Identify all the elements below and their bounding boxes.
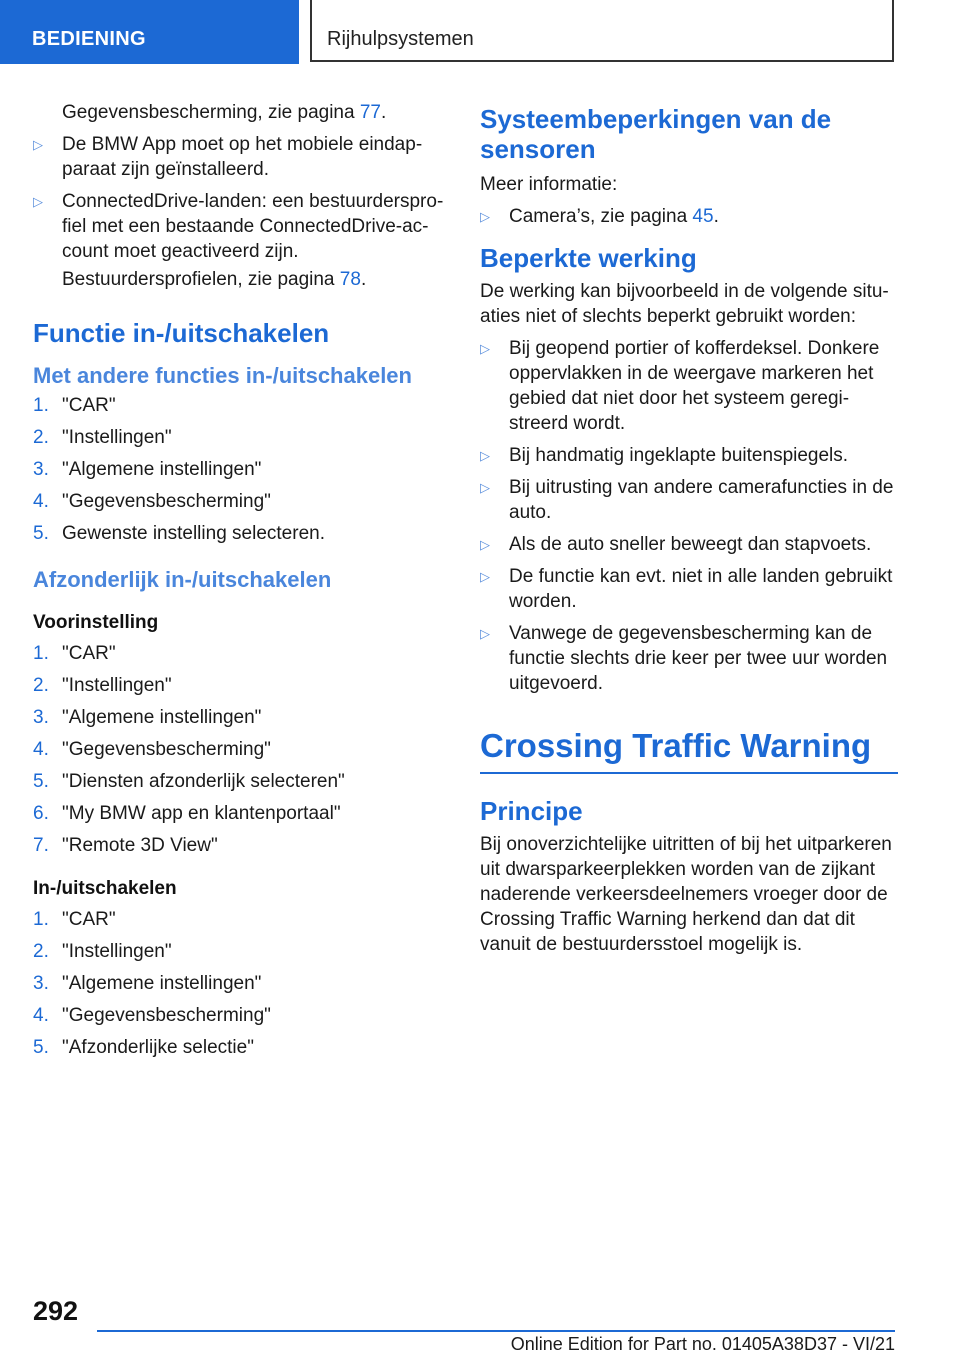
list-item: 5. "Afzonderlijke selectie" xyxy=(33,1037,254,1058)
heading-other-functions: Met andere functies in-/uitschakelen xyxy=(33,363,412,388)
driver-profiles-ref: Bestuurdersprofielen, zie pagina 78. xyxy=(62,269,367,290)
heading-on-off: In-/uitschakelen xyxy=(33,878,177,899)
list-item: 3. "Algemene instellingen" xyxy=(33,707,262,728)
limited-intro: De werking kan bijvoorbeeld in de volgende situaties niet of slechts beperkt gebruikt worden: xyxy=(480,281,889,327)
page-number: 292 xyxy=(33,1296,79,1326)
list-item: 2. "Instellingen" xyxy=(33,675,172,696)
heading-limited-function: Beperkte werking xyxy=(480,243,697,273)
principle-text: Bij onoverzichtelijke uitritten of bij het uitparkeren uit dwarsparkeerplekken worden van de zijkant naderende verkeersdeelnemers vroeger door de Crossing Traffic Warning herkend dan dat dit vanuit de bestuurdersstoel mogelijk is. xyxy=(480,834,892,955)
list-item: 4. "Gegevensbescherming" xyxy=(33,491,271,512)
page-link-45[interactable]: 45 xyxy=(692,206,714,227)
more-info-label: Meer informatie: xyxy=(480,174,618,195)
page-link-78[interactable]: 78 xyxy=(339,269,361,290)
header-chapter-box xyxy=(310,0,894,62)
list-item: 5. Gewenste instelling selecteren. xyxy=(33,523,325,544)
list-item: ▷ ConnectedDrive-landen: een bestuurdersprofiel met een bestaande ConnectedDrive-account moet geactiveerd zijn. xyxy=(33,191,444,262)
numbered-list-other xyxy=(33,393,451,546)
list-item: 5. "Diensten afzonderlijk selecteren" xyxy=(33,771,345,792)
list-item: 1. "CAR" xyxy=(33,395,116,416)
footer-edition: Online Edition for Part no. 01405A38D37 - VI/21 xyxy=(510,1334,895,1354)
heading-toggle-function: Functie in-/uitschakelen xyxy=(33,318,330,348)
heading-crossing-traffic-warning: Crossing Traffic Warning xyxy=(480,726,898,774)
list-item: 7. "Remote 3D View" xyxy=(33,835,218,856)
triangle-bullet-icon: ▷ xyxy=(480,341,490,356)
list-item: ▷ De BMW App moet op het mobiele eindapparaat zijn geïnstalleerd. xyxy=(33,134,423,180)
triangle-bullet-icon: ▷ xyxy=(480,537,490,552)
list-item: 1. "CAR" xyxy=(33,643,116,664)
list-item: 3. "Algemene instellingen" xyxy=(33,973,262,994)
list-item: ▷ Camera’s, zie pagina 45. xyxy=(480,206,719,227)
data-protection-ref: Gegevensbescherming, zie pagina 77. xyxy=(62,102,387,123)
numbered-list-preset xyxy=(33,641,451,858)
heading-preset: Voorinstelling xyxy=(33,612,159,633)
numbered-list-on-off xyxy=(33,907,451,1060)
footer-divider xyxy=(97,1330,895,1332)
list-item: ▷ Bij handmatig ingeklapte buitenspiegels. xyxy=(480,445,849,466)
list-item: ▷ De functie kan evt. niet in alle landen gebruikt worden. xyxy=(480,566,893,612)
list-item: ▷ Als de auto sneller beweegt dan stapvoets. xyxy=(480,534,872,555)
list-item: 4. "Gegevensbescherming" xyxy=(33,739,271,760)
triangle-bullet-icon: ▷ xyxy=(33,194,43,209)
section-title: BEDIENING xyxy=(32,28,146,50)
heading-separate-toggle: Afzonderlijk in-/uitschakelen xyxy=(33,567,332,592)
header-section-tab xyxy=(0,0,299,64)
list-item: 2. "Instellingen" xyxy=(33,941,172,962)
list-item: 1. "CAR" xyxy=(33,909,116,930)
triangle-bullet-icon: ▷ xyxy=(480,480,490,495)
limited-bullet-list xyxy=(480,336,898,696)
heading-principle: Principe xyxy=(480,796,583,826)
list-item: 2. "Instellingen" xyxy=(33,427,172,448)
triangle-bullet-icon: ▷ xyxy=(480,569,490,584)
triangle-bullet-icon: ▷ xyxy=(480,626,490,641)
chapter-title: Rijhulpsystemen xyxy=(327,28,474,50)
heading-sensor-limits: Systeembeperkingen van de sensoren xyxy=(480,104,832,164)
triangle-bullet-icon: ▷ xyxy=(480,448,490,463)
triangle-bullet-icon: ▷ xyxy=(33,137,43,152)
list-item: 4. "Gegevensbescherming" xyxy=(33,1005,271,1026)
list-item: ▷ Bij geopend portier of kofferdeksel. Donkere oppervlakken in de weergave markeren het gebied dat niet door het systeem geregistreerd wordt. xyxy=(480,338,880,434)
list-item: 6. "My BMW app en klantenportaal" xyxy=(33,803,341,824)
list-item: 3. "Algemene instellingen" xyxy=(33,459,262,480)
list-item: ▷ Bij uitrusting van andere camerafuncties in de auto. xyxy=(480,477,894,523)
triangle-bullet-icon: ▷ xyxy=(480,209,490,224)
page-link-77[interactable]: 77 xyxy=(359,102,381,123)
left-column xyxy=(33,100,451,1067)
list-item: ▷ Vanwege de gegevensbescherming kan de functie slechts drie keer per twee uur worden uitgevoerd. xyxy=(480,623,888,694)
right-column xyxy=(480,100,898,964)
